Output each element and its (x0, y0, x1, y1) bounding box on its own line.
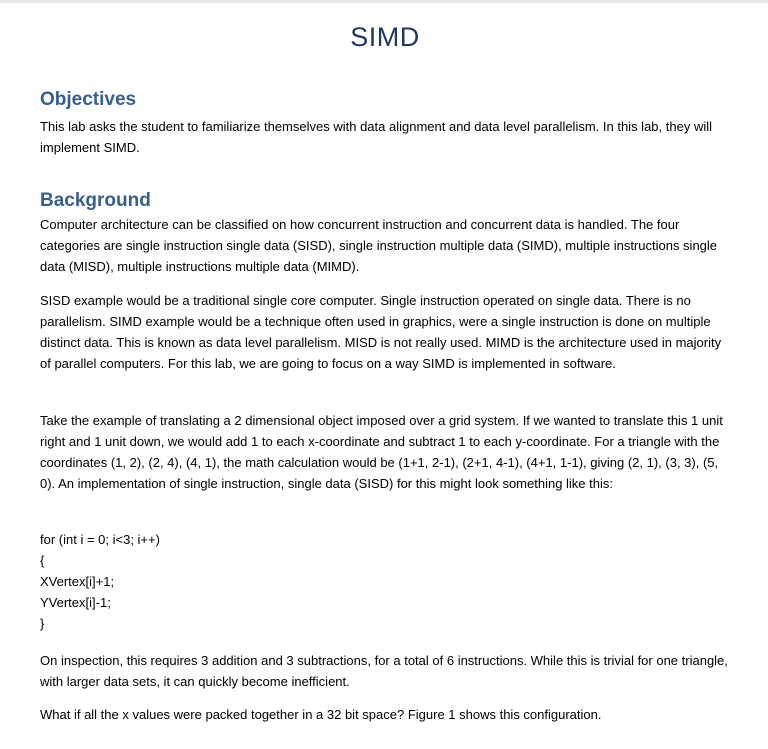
objectives-heading: Objectives (40, 89, 137, 110)
background-paragraph-4: On inspection, this requires 3 addition and 3 subtractions, for a total of 6 instructions. While this is trivial for one triangle, with larger data sets, it can quickly become inefficient. (40, 653, 728, 689)
code-line: YVertex[i]-1; (40, 595, 111, 610)
page-top-border (0, 0, 768, 3)
background-paragraph-1: Computer architecture can be classified on how concurrent instruction and concurrent data is handled. The four categories are single instruction single data (SISD), single instruction multiple data (SIMD), multiple instructions single data (MISD), multiple instructions multiple data (MIMD). (40, 217, 718, 274)
background-paragraph-5: What if all the x values were packed together in a 32 bit space? Figure 1 shows this configuration. (40, 707, 602, 722)
code-line: } (40, 616, 45, 631)
background-paragraph-3: Take the example of translating a 2 dimensional object imposed over a grid system. If we wanted to translate this 1 unit right and 1 unit down, we would add 1 to each x-coordinate and subtract 1 to each y-coordinate. For a triangle with the coordinates (1, 2), (2, 4), (4, 1), the math calculation would be (1+1, 2-1), (2+1, 4-1), (4+1, 1-1), giving (2, 1), (3, 3), (5, 0). An implementation of single instruction, single data (SISD) for this might look something like this: (40, 413, 723, 491)
code-line: XVertex[i]+1; (40, 574, 115, 589)
background-heading: Background (40, 190, 151, 211)
background-paragraph-2: SISD example would be a traditional single core computer. Single instruction operated on single data. There is no parallelism. SIMD example would be a technique often used in graphics, were a single instruction is done on multiple distinct data. This is known as data level parallelism. MISD is not really used. MIMD is the architecture used in majority of parallel computers. For this lab, we are going to focus on a way SIMD is implemented in software. (40, 293, 722, 371)
code-line: for (int i = 0; i<3; i++) (40, 532, 160, 547)
objectives-paragraph: This lab asks the student to familiarize themselves with data alignment and data level parallelism. In this lab, they will implement SIMD. (40, 119, 712, 155)
code-line: { (40, 553, 45, 568)
document-title: SIMD (350, 22, 420, 52)
